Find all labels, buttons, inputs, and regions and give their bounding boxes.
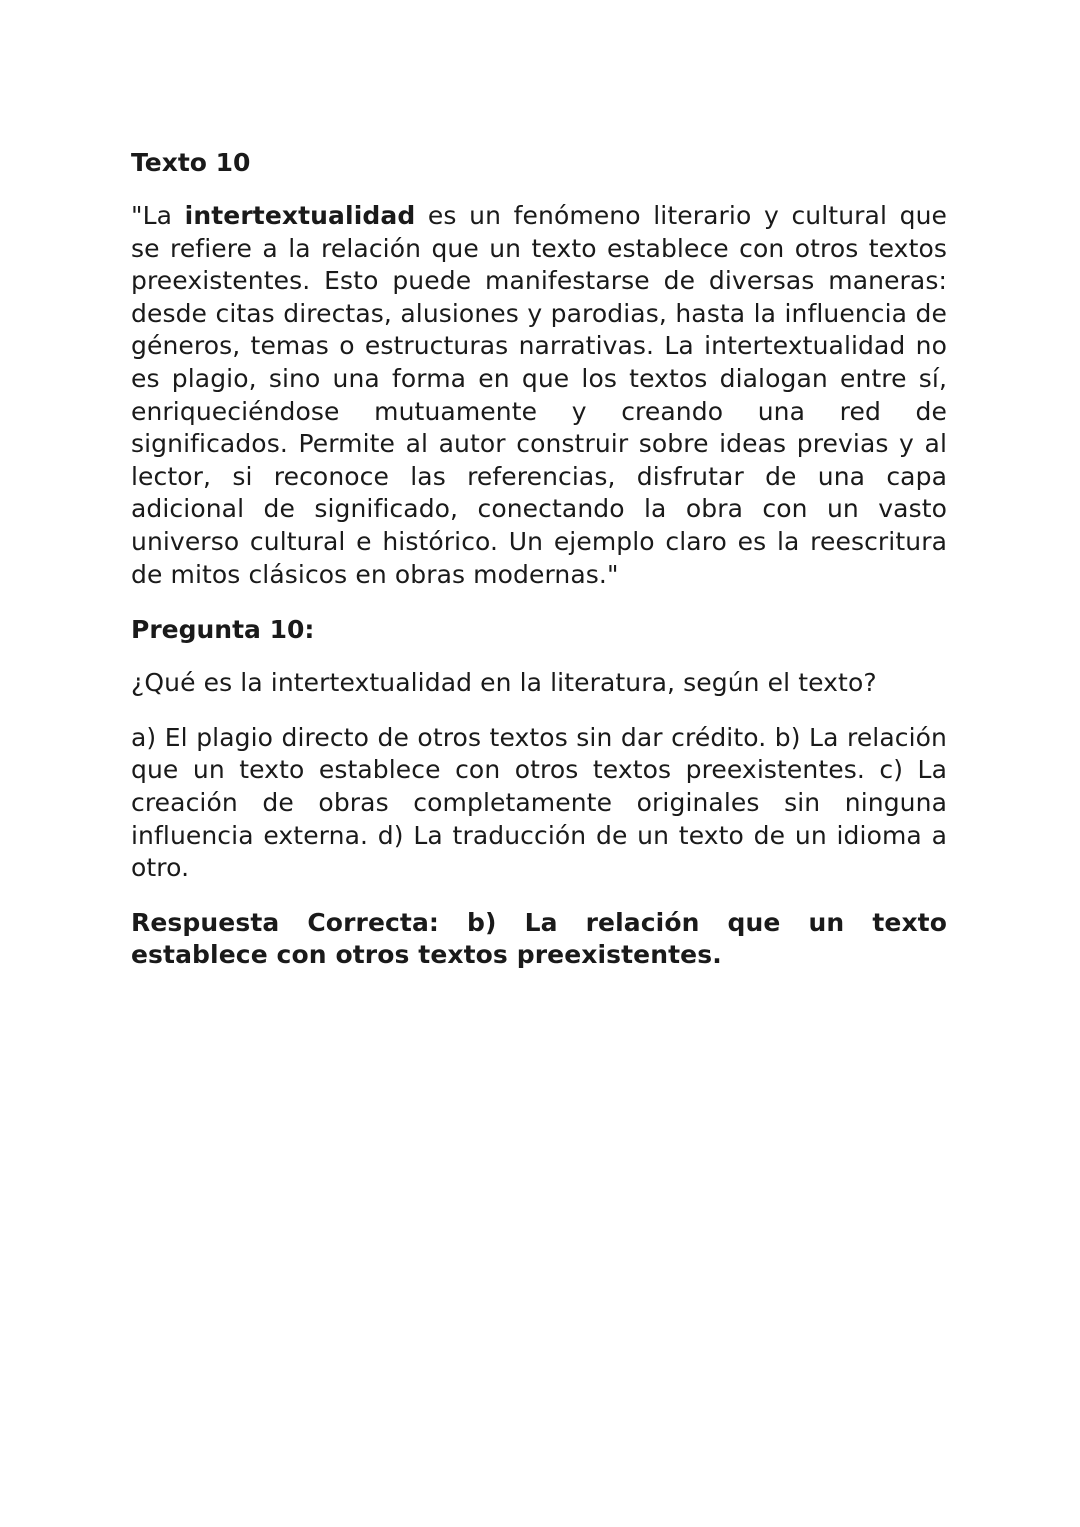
- question-label: Pregunta 10:: [131, 615, 315, 645]
- passage-body: es un fenómeno literario y cultural que se refiere a la relación que un texto establece con otros textos preexistentes. Esto puede manifestarse de diversas maneras: desde citas directas, alusiones y parodias, hasta la influencia de géneros, temas o estructuras narrativas. La intertextualidad no es plagio, sino una forma en que los textos dialogan entre sí, enriqueciéndose mutuamente y creando una red de significados. Permite al autor construir sobre ideas previas y al lector, si reconoce las referencias, disfrutar de una capa adicional de significado, conectando la obra con un vasto universo cultural e histórico. Un ejemplo claro es la reescritura de mitos clásicos en obras modernas.": [131, 201, 947, 589]
- question-text: ¿Qué es la intertextualidad en la literatura, según el texto?: [131, 668, 877, 698]
- answer-options: a) El plagio directo de otros textos sin dar crédito. b) La relación que un texto establece con otros textos preexistentes. c) La creación de obras completamente originales sin ninguna influencia externa. d) La traducción de un texto de un idioma a otro.: [131, 722, 947, 883]
- passage-paragraph: [131, 200, 947, 591]
- passage-bold-term: intertextualidad: [184, 201, 416, 230]
- correct-answer: Respuesta Correcta: b) La relación que un texto establece con otros textos preexistentes.: [131, 907, 947, 970]
- section-title: Texto 10: [131, 148, 251, 177]
- document-page: [131, 146, 947, 994]
- passage-open: "La: [131, 201, 185, 230]
